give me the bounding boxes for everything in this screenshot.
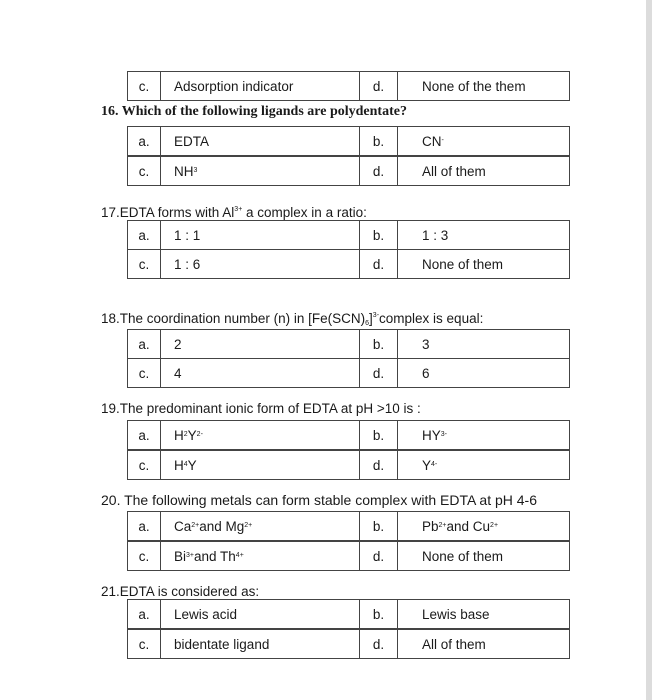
option-letter: b. bbox=[359, 512, 398, 540]
question-19: 19.The predominant ionic form of EDTA at pH >10 is : bbox=[101, 401, 421, 416]
option-letter: d. bbox=[359, 359, 398, 387]
option-letter: d. bbox=[359, 630, 398, 658]
option-row bbox=[127, 629, 570, 659]
option-text: 1 : 3 bbox=[422, 227, 449, 243]
option-letter: d. bbox=[359, 542, 398, 570]
option-letter: d. bbox=[359, 157, 398, 185]
option-text: None of them bbox=[422, 256, 504, 272]
option-row bbox=[127, 249, 570, 279]
option-letter: c. bbox=[128, 72, 161, 100]
question-20: 20. The following metals can form stable complex with EDTA at pH 4-6 bbox=[101, 492, 538, 508]
option-text: Pb 2+ and Cu 2+ bbox=[422, 518, 499, 534]
option-letter: a. bbox=[128, 221, 161, 249]
option-row bbox=[127, 511, 570, 541]
option-text: 1 : 1 bbox=[174, 227, 201, 243]
option-text: None of them bbox=[422, 548, 504, 564]
option-text: Adsorption indicator bbox=[174, 78, 294, 94]
option-text: 3 bbox=[422, 336, 430, 352]
option-row bbox=[127, 220, 570, 250]
option-letter: a. bbox=[128, 600, 161, 628]
option-text: CN - bbox=[422, 133, 444, 149]
option-row bbox=[127, 358, 570, 388]
question-16: 16. Which of the following ligands are polydentate? bbox=[101, 104, 407, 119]
option-letter: d. bbox=[359, 250, 398, 278]
option-text: None of the them bbox=[422, 78, 526, 94]
question-18: 18.The coordination number (n) in $[Fe(SCN)_6]^{3-}complex$ is equal: bbox=[101, 311, 484, 327]
option-text: All of them bbox=[422, 163, 486, 179]
option-letter: a. bbox=[128, 512, 161, 540]
page-edge bbox=[646, 0, 652, 700]
option-text: H 2 Y 2- bbox=[174, 427, 203, 443]
option-text: HY 3- bbox=[422, 427, 447, 443]
option-letter: b. bbox=[359, 421, 398, 449]
option-letter: d. bbox=[359, 72, 398, 100]
question-17: 17.EDTA forms with $Al^{3+}$ a complex in a ratio: bbox=[101, 205, 367, 220]
option-text: 1 : 6 bbox=[174, 256, 201, 272]
option-text: NH 3 bbox=[174, 163, 198, 179]
option-text: H 4 Y bbox=[174, 457, 197, 473]
option-letter: c. bbox=[128, 630, 161, 658]
option-letter: a. bbox=[128, 330, 161, 358]
question-21: 21.EDTA is considered as: bbox=[101, 584, 260, 599]
option-row bbox=[127, 126, 570, 156]
option-letter: b. bbox=[359, 127, 398, 155]
option-row bbox=[127, 420, 570, 450]
option-letter: c. bbox=[128, 451, 161, 479]
option-row bbox=[127, 329, 570, 359]
option-letter: d. bbox=[359, 451, 398, 479]
option-letter: c. bbox=[128, 542, 161, 570]
option-letter: b. bbox=[359, 221, 398, 249]
option-letter: a. bbox=[128, 421, 161, 449]
option-text: Ca 2+ and Mg 2+ bbox=[174, 518, 253, 534]
option-letter: b. bbox=[359, 600, 398, 628]
option-text: All of them bbox=[422, 636, 486, 652]
option-text: bidentate ligand bbox=[174, 636, 270, 652]
option-text: 2 bbox=[174, 336, 182, 352]
option-letter: c. bbox=[128, 250, 161, 278]
option-letter: a. bbox=[128, 127, 161, 155]
option-text: Lewis base bbox=[422, 606, 490, 622]
option-row bbox=[127, 541, 570, 571]
option-text: Bi 3+ and Th 4+ bbox=[174, 548, 244, 564]
option-letter: b. bbox=[359, 330, 398, 358]
option-letter: c. bbox=[128, 157, 161, 185]
option-row bbox=[127, 599, 570, 629]
option-text: Lewis acid bbox=[174, 606, 238, 622]
option-text: EDTA bbox=[174, 133, 210, 149]
option-letter: c. bbox=[128, 359, 161, 387]
option-text: 6 bbox=[422, 365, 430, 381]
option-text: Y 4- bbox=[422, 457, 438, 473]
option-row bbox=[127, 71, 570, 101]
option-row bbox=[127, 450, 570, 480]
option-text: 4 bbox=[174, 365, 182, 381]
option-row bbox=[127, 156, 570, 186]
